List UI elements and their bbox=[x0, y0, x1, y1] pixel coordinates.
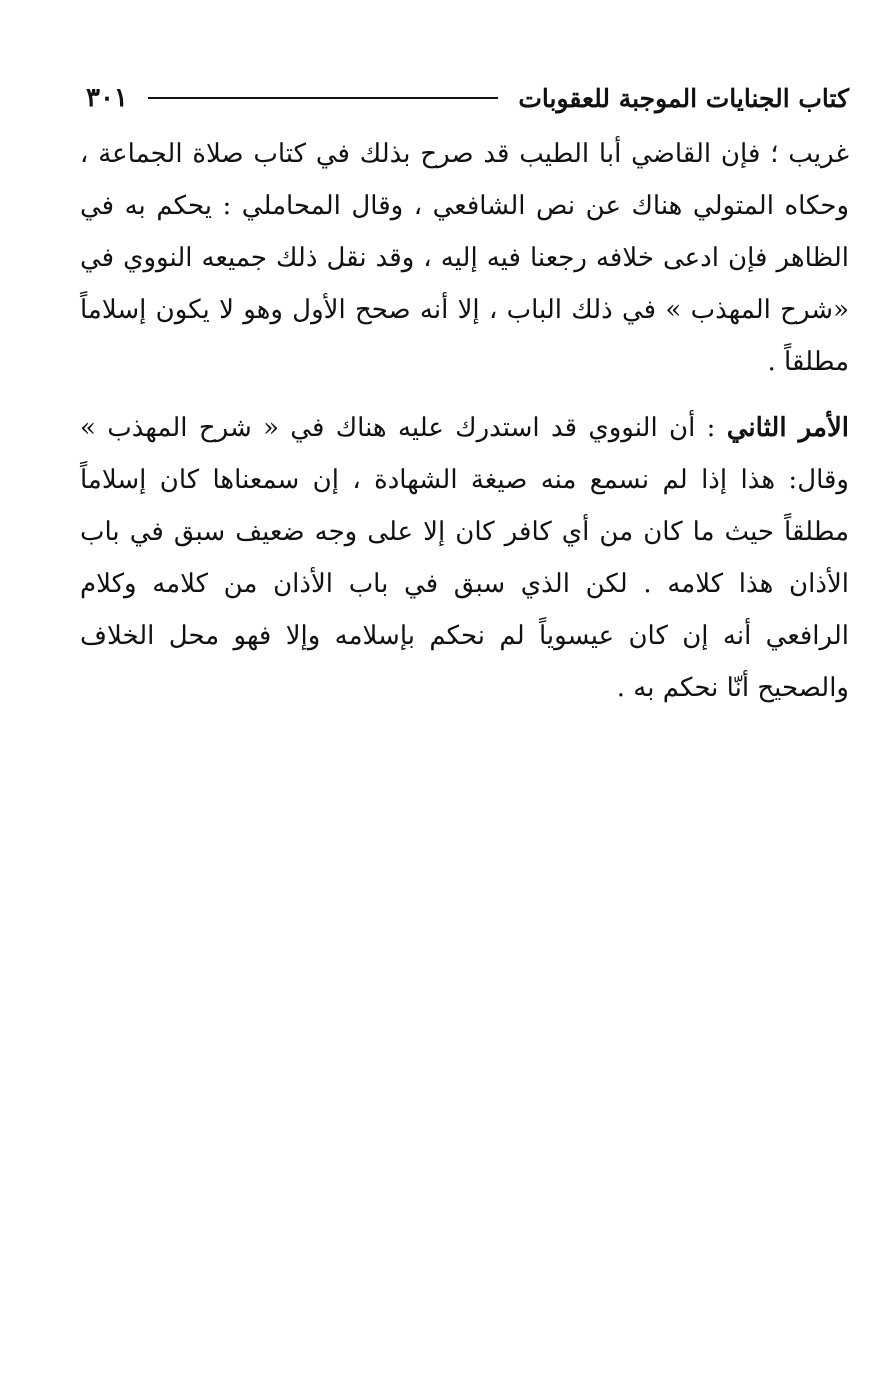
running-title: كتاب الجنايات الموجبة للعقوبات bbox=[518, 83, 849, 113]
page-number: ٣٠١ bbox=[86, 83, 128, 113]
header-rule bbox=[148, 97, 498, 99]
paragraph-2-text: : أن النووي قد استدرك عليه هناك في « شرح المهذب » وقال: هذا إذا لم نسمع منه صيغة الشهادة ، إن سمعناها كان إسلاماً مطلقاً حيث ما كان من أي كافر كان إلا على وجه ضعيف سبق في باب الأذان هذا كلامه . لكن الذي سبق في باب الأذان من كلامه وكلام الرافعي أنه إن كان عيسوياً لم نحكم بإسلامه وإلا فهو محل الخلاف والصحيح أنّا نحكم به . bbox=[80, 413, 849, 703]
paragraph-1-text: غريب ؛ فإن القاضي أبا الطيب قد صرح بذلك في كتاب صلاة الجماعة ، وحكاه المتولي هناك عن نص الشافعي ، وقال المحاملي : يحكم به في الظاهر فإن ادعى خلافه رجعنا فيه إليه ، وقد نقل ذلك جميعه النووي في «شرح المهذب » في ذلك الباب ، إلا أنه صحح الأول وهو لا يكون إسلاماً مطلقاً . bbox=[80, 139, 849, 377]
paragraph-1 bbox=[80, 128, 849, 388]
paragraph-2 bbox=[80, 402, 849, 714]
section-heading: الأمر الثاني bbox=[726, 413, 850, 443]
running-header bbox=[86, 74, 849, 122]
body-text bbox=[80, 128, 849, 714]
